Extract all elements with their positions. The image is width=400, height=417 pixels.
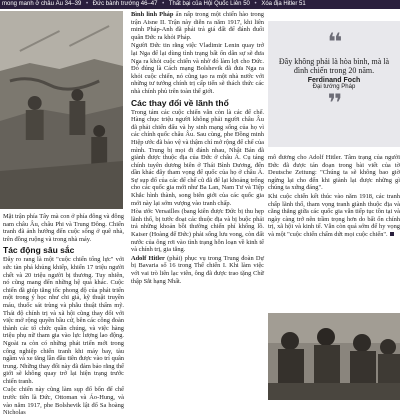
topbar-separator: • <box>162 1 165 7</box>
photo-caption: Mặt trận phía Tây mà con ở phía đông và đông nam châu Âu, châu Phi và Trung Đông. Chiến tranh đã ảnh hưởng đến cuộc sống ở quê nhà, trên đồng ruộng và trong nhà máy. <box>3 213 124 243</box>
trench-soldiers-photo <box>0 11 124 209</box>
caption-lead: Bình linh Pháp <box>131 11 174 18</box>
photo-caption <box>131 255 264 285</box>
body-paragraph: Đây ro rang là một "cuộc chiến tổng lực" với sức tàn phá khủng khiếp, khiến 17 triệu người chết và 20 triệu người bị thương. Tuy nhiên, nó cũng mang đến những hệ quả khác. Cuộc chiến đã giúp tăng tốc phong độ của phát triển một trong ý học như chi giả, kỹ thuật truyền máu, thuốc sát trùng và phẫu thuật thẩm mỹ. Thái độ chính trị và xã hội cũng thay đổi với việc mở rộng quyền bầu cử, bên các công đoàn thành các tổ chức quần chúng, và việc hàng triệu phụ nữ tham gia vào lực lượng lao động. Ngoài ra còn có những phát triển mới trong công nghiệp chiến tranh khi máy bay, tàu ngầm và xe tăng lần đầu tiên được vào trí quân trung. Những thay đổi này đã đảm bảo rằng thế giới sẽ không quay trở lại hiện trạng trước chiến tranh. <box>3 256 124 385</box>
quote-role: Đại tướng Pháp <box>312 84 356 90</box>
section-heading: Tác động sâu sắc <box>3 245 75 256</box>
body-paragraph: Người Đức tin rằng việc Vladimir Lenin quay trở lại Nga để lại dùng tình trạng bất ổn dân sự sẽ đưa Nga ra khỏi cuộc chiến và nhờ đó làm lợi cho Đức. Đó đúng là Cách mạng Bolshevik đã đưa Nga ra khỏi cuộc chiến, nó cũng tạo ra một nhà nước với những tư tưởng chính trị cấp tiến sẽ thách thức các nhà chính phủ trên toàn thế giới. <box>131 42 264 95</box>
topbar-item: Xóa địa Hitler 51 <box>261 1 306 7</box>
body-paragraph: mô đương cho Adolf Hitler. Tâm trạng của người Đức đã được tán đoạn trong bài viết của tờ Deutsche Zeitung: "Chúng ta sẽ không bao giờ ngừng lại cho đến khi giành lại được những gì chúng ta xứng đáng". <box>268 154 400 192</box>
end-mark-icon <box>390 232 394 236</box>
hitler-soldiers-photo <box>268 313 400 400</box>
quote-close-icon: ❜❜ <box>327 89 341 117</box>
caption-lead: Adolf Hitler <box>131 254 165 262</box>
topbar-separator: • <box>86 1 89 7</box>
left-column <box>3 213 124 417</box>
quote-text: Đây không phải là hòa bình, mà là đình chiến trong 20 năm. <box>278 57 390 75</box>
middle-column <box>131 11 264 400</box>
topbar-item: Đức bành trướng 46–47 <box>92 1 158 7</box>
quote-open-icon: ❛❛ <box>327 28 341 56</box>
body-paragraph: Cuộc chiến này cũng làm sụp đổ bốn đế chế trước tiên là Đức, Ottoman và Áo-Hung, và vào năm 1917, phe Bolshevik lật đổ Sa hoàng Nicholas <box>3 386 124 417</box>
body-paragraph: Hòa ước Versailles (bang kiên được Đức bị thu hẹp lãnh thổ, bị tước đoạt các thuộc địa và bị buộc phải trả những khoản bồi thường chiến phí khổng lồ. Kaiser (Hoàng đế Đức) phải sống lưu vong, còn đất nước của ông rơi vào tình trạng hỗn loạn về kinh tế và chính trị, gia tăng. <box>131 208 264 254</box>
caption-text: ẩn nấp trong một chiến hào trong trận Aisne II. Trận này diễn ra năm 1917, khi liên minh Pháp-Anh đã phải trả giá đất để đánh đuổi quân Đức ra khỏi Pháp. <box>131 11 264 41</box>
caption-text: (phải) phục vụ trong Trung đoàn Dự bị Bavaria số 16 trong Thế chiến I. Khi làm việc với vai trò liên lạc viên, ông đã được trao tặng Chữ thập Sắt hạng Nhất. <box>131 254 264 285</box>
quote-author: Ferdinand Foch <box>307 77 361 84</box>
body-paragraph <box>268 193 400 239</box>
section-topbar <box>0 0 400 9</box>
topbar-item: Thất bại của Hội Quốc Liên 50 <box>168 1 250 7</box>
body-paragraph: Trong tám các cuộc chiến vẫn còn là các đế chế. Hàng chục triệu người không phải người châu Âu đã phải chiến đấu và hy sinh mạng sống của họ vì các chính quốc châu Âu. Sau cùng, phe Đồng minh Hiệp ước đã bảo vệ và thậm chí mở rộng đế chế của mình. Trung bị mọi đi đánh nhau, Nhật Bản đã giành được thuộc địa của Đức ở châu Á. Cụ táng chính tuyên dương biên ở Thái Bình Dương, đến dần khác đây tham vọng để quốc của họ ở châu Á. Sự sụp đổ của các đế chế cũ đã để lại khoảng trống cho các quốc gia mới như Ba Lan, Nam Tư và Tiệp Khắc hình thành, song biên giới của các quốc gia mới này lại sớm vượng vào tranh chấp. <box>131 108 265 207</box>
photo-caption <box>131 11 264 41</box>
topbar-separator: • <box>254 1 257 7</box>
section-heading: Các thay đổi về lãnh thổ <box>131 97 229 108</box>
topbar-item: mong manh ở châu Âu 34–39 <box>2 1 82 7</box>
body-text: Khi cuộc chiến kết thúc vào năm 1918, các tranh chấp lãnh thổ, tham vọng tranh giành thuộc địa và căng thẳng giữa các quốc gia vẫn tiếp tục tồn tại và ngày càng trở nên trầm trọng hơn do bất ổn chính trị, xã hội và kinh tế. Vẫn còn quá sớm để hy vọng và một "cuộc chiến chấm dứt mọi cuộc chiến". <box>268 192 400 238</box>
pull-quote <box>268 21 400 147</box>
